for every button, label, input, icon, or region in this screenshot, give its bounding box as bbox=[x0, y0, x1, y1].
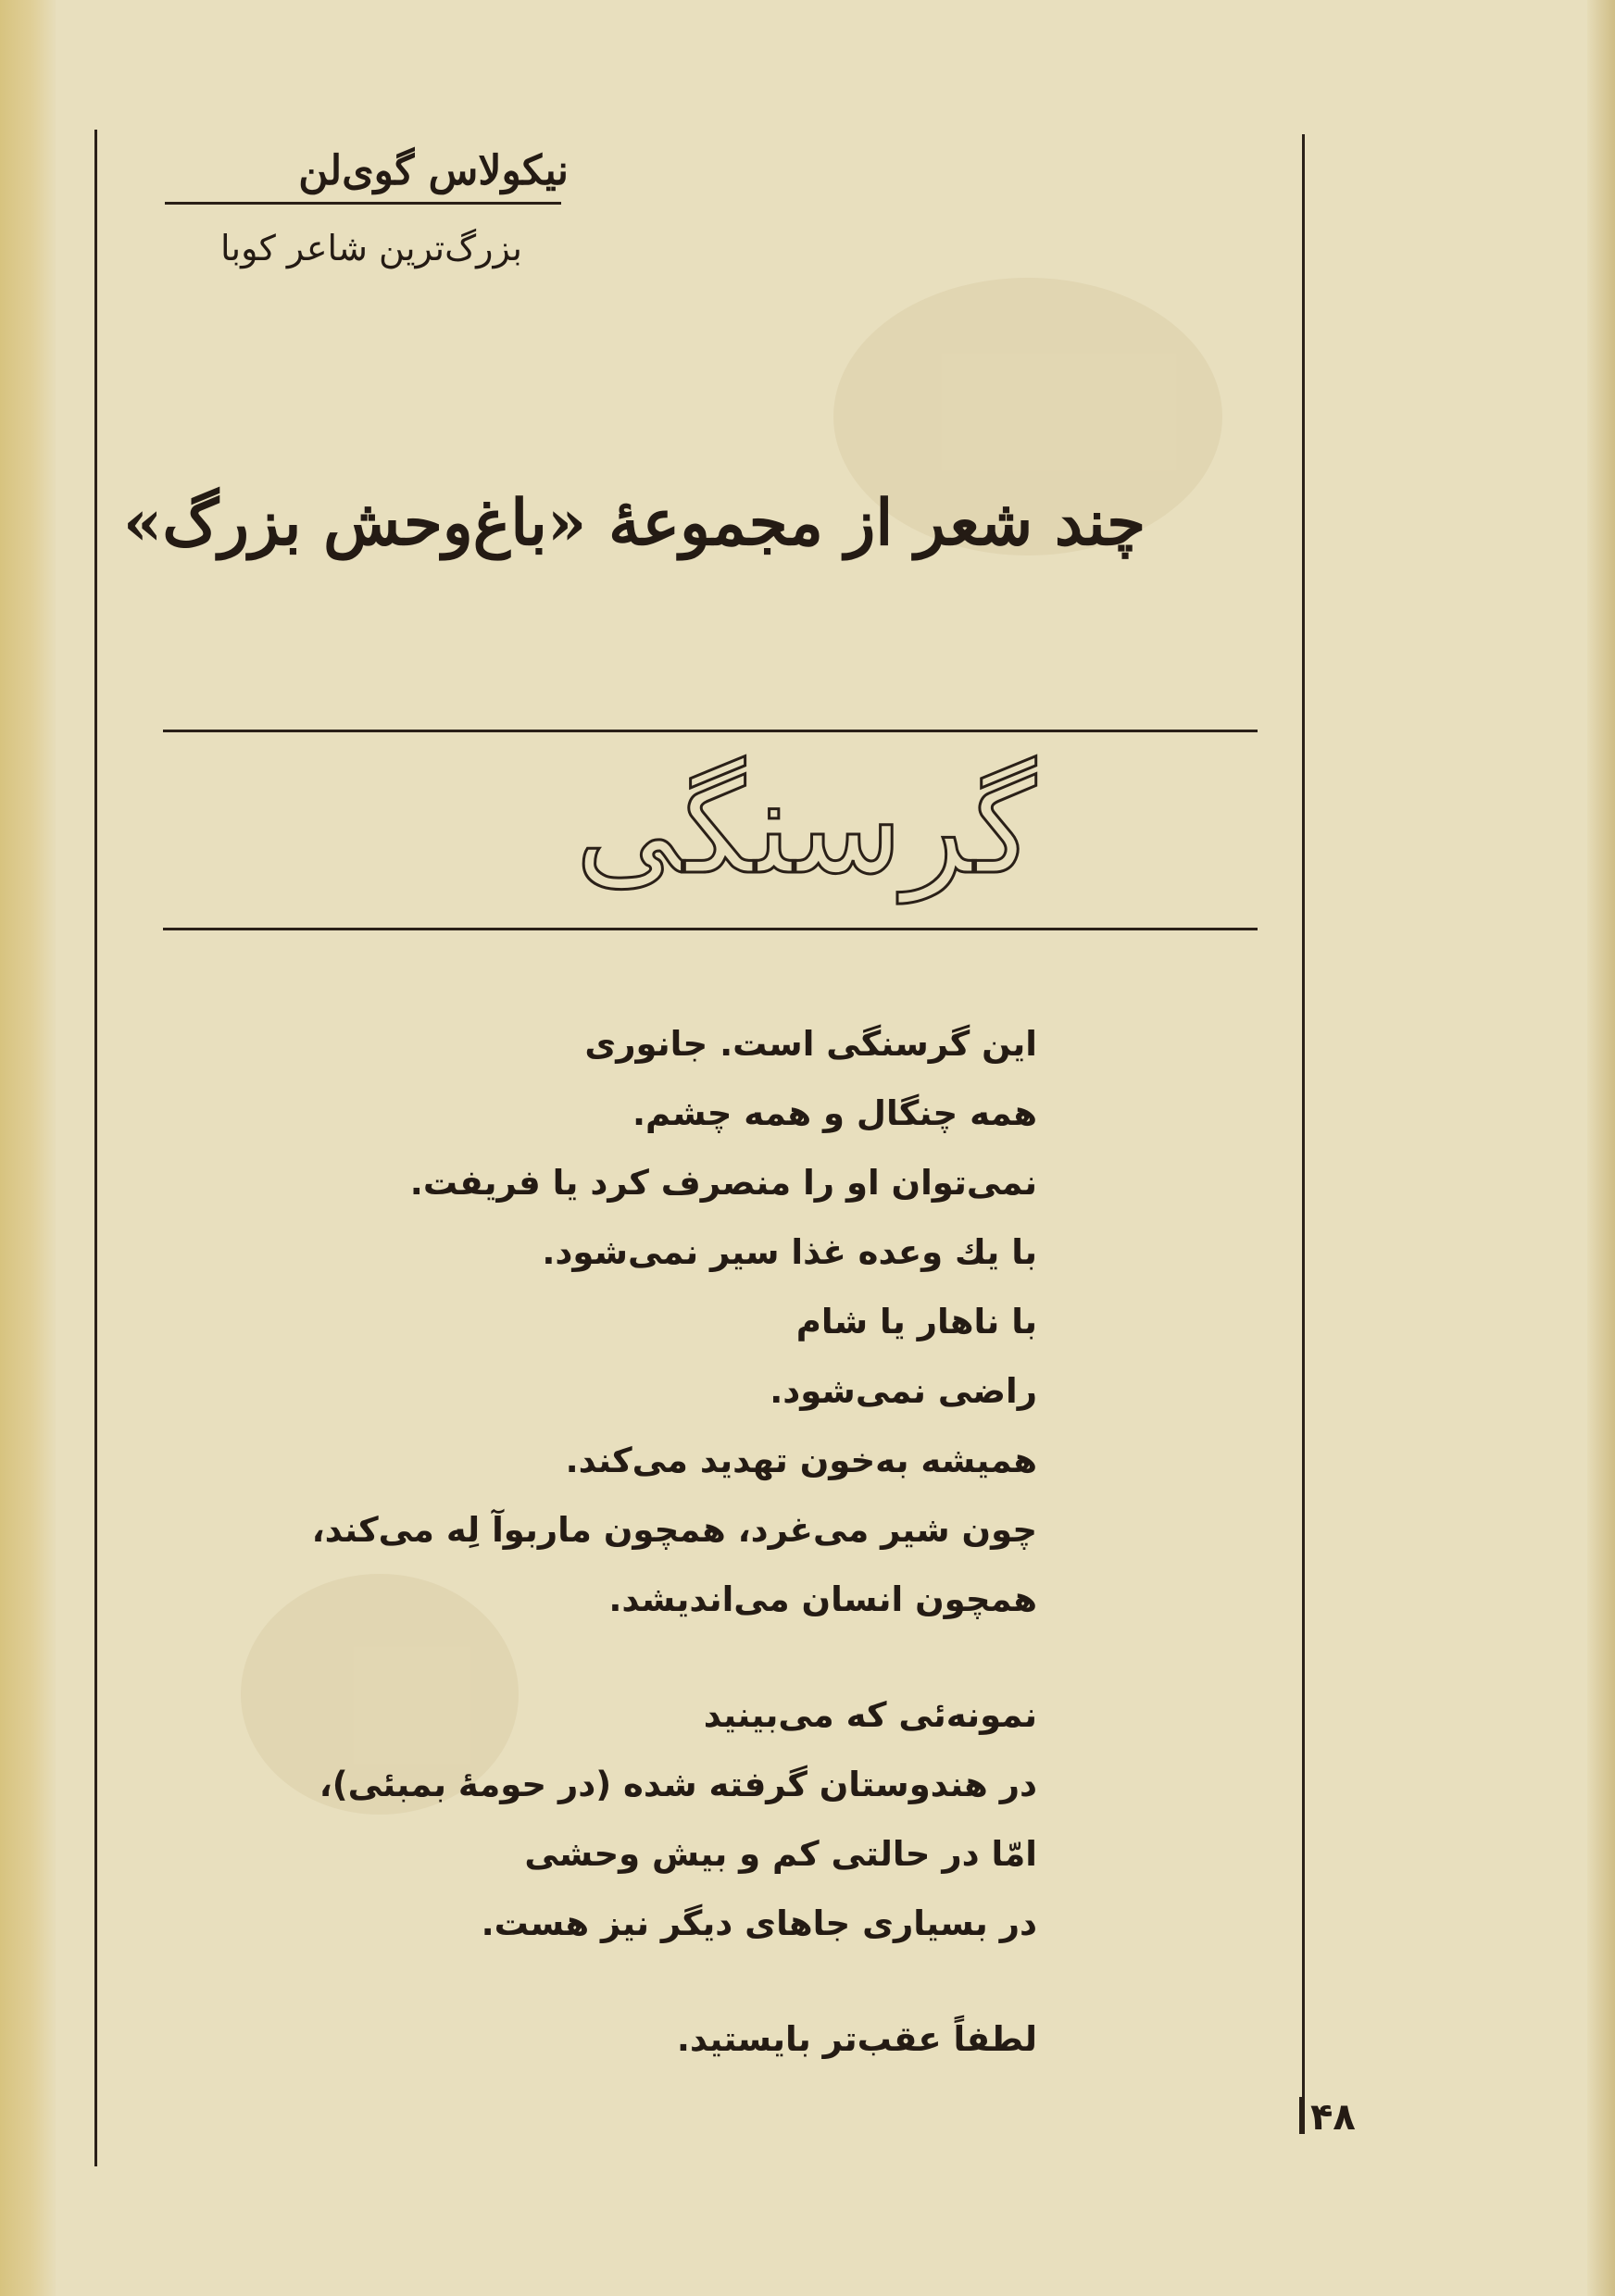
frame-line-left bbox=[94, 130, 97, 2166]
poem-line: چون شیر می‌غرد، همچون ماربوآ لِه می‌کند، bbox=[311, 1510, 1037, 1550]
stanza bbox=[204, 1009, 1037, 1634]
title-rule-bottom bbox=[163, 928, 1258, 930]
poem-line: با ناهار یا شام bbox=[795, 1302, 1037, 1341]
author-subtitle: بزرگ‌ترین شاعر کوبا bbox=[219, 228, 522, 268]
stanza bbox=[204, 2004, 1037, 2074]
poem-line: همیشه به‌خون تهدید می‌کند. bbox=[565, 1441, 1037, 1480]
stanza-gap bbox=[204, 1634, 1037, 1680]
poem-line: نمی‌توان او را منصرف کرد یا فریفت. bbox=[409, 1163, 1037, 1203]
page-title: چند شعر از مجموعهٔ «باغ‌وحش بزرگ» bbox=[122, 486, 1146, 560]
paper-edge-left bbox=[0, 0, 54, 2296]
title-rule-top bbox=[163, 730, 1258, 732]
poem-line: لطفاً عقب‌تر بایستید. bbox=[676, 2019, 1037, 2059]
author-name: نیکولاس گوی‌لن bbox=[298, 147, 569, 194]
stanza bbox=[204, 1680, 1037, 1958]
poem-title: گرسنگی bbox=[575, 753, 1036, 904]
paper-edge-right bbox=[1587, 0, 1615, 2296]
poem-line: نمونه‌ئی که می‌بینید bbox=[703, 1695, 1037, 1735]
page-number: ۴۸ bbox=[1310, 2096, 1356, 2139]
poem-line: در هندوستان گرفته شده (در حومهٔ بمبئی)، bbox=[319, 1765, 1037, 1804]
poem-line: همه چنگال و همه چشم. bbox=[632, 1093, 1037, 1133]
poem-body bbox=[204, 1009, 1037, 2074]
poem-line: همچون انسان می‌اندیشد. bbox=[608, 1579, 1037, 1619]
poem-line: در بسیاری جاهای دیگر نیز هست. bbox=[481, 1903, 1037, 1943]
author-divider bbox=[165, 202, 561, 205]
poem-line: امّا در حالتی کم و بیش وحشی bbox=[524, 1834, 1037, 1874]
page-number-tick bbox=[1299, 2097, 1303, 2134]
frame-line-right bbox=[1302, 134, 1305, 2134]
stanza-gap bbox=[204, 1958, 1037, 2004]
poem-line: راضی نمی‌شود. bbox=[770, 1371, 1037, 1411]
poem-line: این گرسنگی است. جانوری bbox=[584, 1024, 1037, 1064]
poem-line: با یك وعده غذا سیر نمی‌شود. bbox=[542, 1232, 1037, 1272]
